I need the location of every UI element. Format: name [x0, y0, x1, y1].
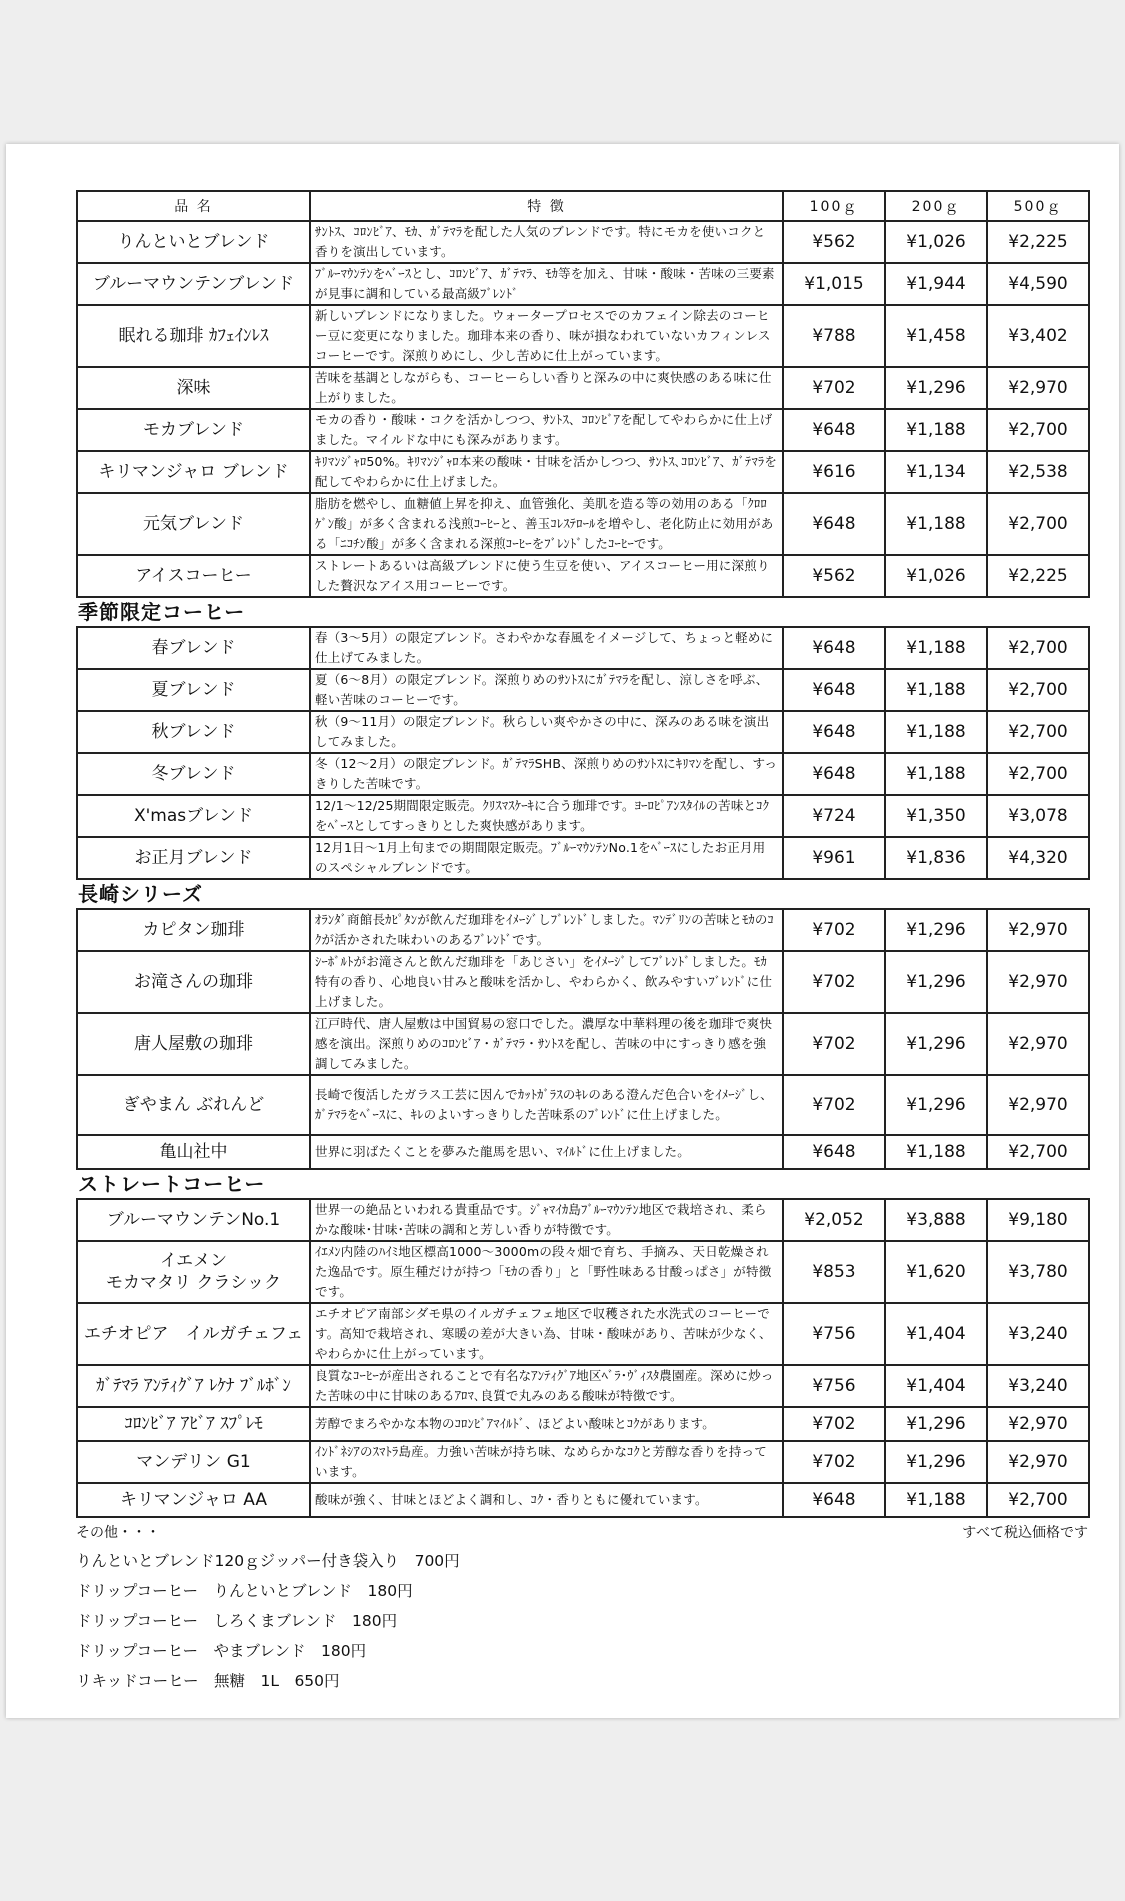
product-desc: ストレートあるいは高級ブレンドに使う生豆を使い、アイスコーヒー用に深煎りした贅沢なアイス用コーヒーです。: [310, 555, 783, 597]
table-row: [77, 1303, 1089, 1365]
menu-content: [76, 190, 1088, 1696]
price-100g: ¥961: [783, 837, 885, 879]
price-100g: ¥702: [783, 1013, 885, 1075]
table-row: [77, 837, 1089, 879]
product-name: キリマンジャロ ブレンド: [77, 451, 310, 493]
price-200g: ¥1,188: [885, 1135, 987, 1169]
table-row: [77, 951, 1089, 1013]
blends-body: [77, 221, 1089, 597]
product-desc: 脂肪を燃やし、血糖値上昇を抑え、血管強化、美肌を造る等の効用のある「ｸﾛﾛｹﾞﾝ酸」が多く含まれる浅煎ｺｰﾋｰと、善玉ｺﾚｽﾃﾛｰﾙを増やし、老化防止に効用がある「ﾆｺﾁﾝ酸」が多く含まれる深煎ｺｰﾋｰをﾌﾞﾚﾝﾄﾞしたｺｰﾋｰです。: [310, 493, 783, 555]
product-name: 亀山社中: [77, 1135, 310, 1169]
price-100g: ¥648: [783, 493, 885, 555]
product-desc: 世界に羽ばたくことを夢みた龍馬を思い、ﾏｲﾙﾄﾞに仕上げました。: [310, 1135, 783, 1169]
table-row: [77, 1075, 1089, 1135]
price-500g: ¥2,970: [987, 1075, 1089, 1135]
price-100g: ¥648: [783, 409, 885, 451]
table-row: [77, 367, 1089, 409]
product-name: キリマンジャロ AA: [77, 1483, 310, 1517]
table-row: [77, 711, 1089, 753]
table-row: [77, 669, 1089, 711]
price-500g: ¥2,970: [987, 367, 1089, 409]
product-desc: ﾌﾞﾙｰﾏｳﾝﾃﾝをﾍﾞｰｽとし、ｺﾛﾝﾋﾞｱ、ｶﾞﾃﾏﾗ、ﾓｶ等を加え、甘味・酸味・苦味の三要素が見事に調和している最高級ﾌﾞﾚﾝﾄﾞ: [310, 263, 783, 305]
price-500g: ¥2,970: [987, 909, 1089, 951]
product-name: カピタン珈琲: [77, 909, 310, 951]
price-200g: ¥1,296: [885, 1441, 987, 1483]
table-row: [77, 263, 1089, 305]
menu-sheet: [6, 144, 1119, 1718]
price-100g: ¥853: [783, 1241, 885, 1303]
product-desc: 長崎で復活したガラス工芸に因んでｶｯﾄｶﾞﾗｽのｷﾚのある澄んだ色合いをｲﾒｰｼﾞし、ｶﾞﾃﾏﾗをﾍﾞｰｽに、ｷﾚのよいすっきりした苦味系のﾌﾞﾚﾝﾄﾞに仕上げました。: [310, 1075, 783, 1135]
product-desc: ｲｴﾒﾝ内陸のﾊｲﾐ地区標高1000～3000mの段々畑で育ち、手摘み、天日乾燥された逸品です。原生種だけが持つ「ﾓｶの香り」と「野性味ある甘酸っぱさ」が特徴です。: [310, 1241, 783, 1303]
price-100g: ¥702: [783, 1075, 885, 1135]
price-200g: ¥1,296: [885, 951, 987, 1013]
price-100g: ¥648: [783, 627, 885, 669]
price-500g: ¥4,320: [987, 837, 1089, 879]
price-500g: ¥2,225: [987, 221, 1089, 263]
product-name: ｺﾛﾝﾋﾞｱ ｱﾋﾞｱ ｽﾌﾟﾚﾓ: [77, 1407, 310, 1441]
table-row: [77, 1013, 1089, 1075]
price-100g: ¥2,052: [783, 1199, 885, 1241]
price-500g: ¥2,970: [987, 1441, 1089, 1483]
price-100g: ¥702: [783, 951, 885, 1013]
product-name: モカブレンド: [77, 409, 310, 451]
price-200g: ¥1,188: [885, 627, 987, 669]
price-500g: ¥3,240: [987, 1303, 1089, 1365]
price-200g: ¥1,458: [885, 305, 987, 367]
table-row: [77, 753, 1089, 795]
price-200g: ¥1,296: [885, 367, 987, 409]
price-500g: ¥2,700: [987, 669, 1089, 711]
price-500g: ¥2,538: [987, 451, 1089, 493]
price-200g: ¥1,296: [885, 1407, 987, 1441]
table-row: [77, 1199, 1089, 1241]
product-desc: 芳醇でまろやかな本物のｺﾛﾝﾋﾞｱﾏｲﾙﾄﾞ、ほどよい酸味とｺｸがあります。: [310, 1407, 783, 1441]
price-500g: ¥2,700: [987, 493, 1089, 555]
table-row: [77, 1241, 1089, 1303]
price-200g: ¥1,188: [885, 1483, 987, 1517]
price-500g: ¥2,700: [987, 1135, 1089, 1169]
footer-row: [76, 1522, 1088, 1542]
price-200g: ¥3,888: [885, 1199, 987, 1241]
price-500g: ¥3,780: [987, 1241, 1089, 1303]
price-200g: ¥1,836: [885, 837, 987, 879]
table-row: [77, 909, 1089, 951]
product-name: お滝さんの珈琲: [77, 951, 310, 1013]
product-desc: 春（3～5月）の限定ブレンド。さわやかな春風をイメージして、ちょっと軽めに仕上げてみました。: [310, 627, 783, 669]
price-100g: ¥702: [783, 1407, 885, 1441]
table-row: [77, 795, 1089, 837]
price-500g: ¥3,078: [987, 795, 1089, 837]
price-500g: ¥2,700: [987, 409, 1089, 451]
product-name: ぎやまん ぶれんど: [77, 1075, 310, 1135]
section-title-straight: ストレートコーヒー: [78, 1172, 266, 1196]
price-200g: ¥1,404: [885, 1365, 987, 1407]
product-name: 夏ブレンド: [77, 669, 310, 711]
price-100g: ¥648: [783, 669, 885, 711]
list-item: ドリップコーヒー りんといとブレンド 180円: [76, 1582, 413, 1600]
table-row: [77, 627, 1089, 669]
tax-note: すべて税込価格です: [962, 1525, 1088, 1541]
nagasaki-table: [76, 908, 1090, 1170]
product-desc: ｲﾝﾄﾞﾈｼｱのｽﾏﾄﾗ島産。力強い苦味が持ち味、なめらかなｺｸと芳醇な香りを持っています。: [310, 1441, 783, 1483]
price-200g: ¥1,296: [885, 1013, 987, 1075]
price-500g: ¥2,700: [987, 753, 1089, 795]
product-desc: 良質なｺｰﾋｰが産出されることで有名なｱﾝﾃｨｸﾞｱ地区ﾍﾞﾗ･ｳﾞｨｽﾀ農園産。深めに炒った苦味の中に甘味のあるｱﾛﾏ､良質で丸みのある酸味が特徴です。: [310, 1365, 783, 1407]
product-name: アイスコーヒー: [77, 555, 310, 597]
seasonal-table: [76, 626, 1090, 880]
price-200g: ¥1,188: [885, 711, 987, 753]
list-item: リキッドコーヒー 無糖 1L 650円: [76, 1672, 340, 1690]
price-100g: ¥616: [783, 451, 885, 493]
price-200g: ¥1,026: [885, 555, 987, 597]
price-200g: ¥1,188: [885, 409, 987, 451]
product-name: イエメン モカマタリ クラシック: [77, 1241, 310, 1303]
price-100g: ¥788: [783, 305, 885, 367]
price-100g: ¥1,015: [783, 263, 885, 305]
price-100g: ¥648: [783, 1483, 885, 1517]
product-name: りんといとブレンド: [77, 221, 310, 263]
product-name: 春ブレンド: [77, 627, 310, 669]
table-row: [77, 555, 1089, 597]
price-500g: ¥2,700: [987, 627, 1089, 669]
table-row: [77, 1365, 1089, 1407]
product-desc: 夏（6～8月）の限定ブレンド。深煎りめのｻﾝﾄｽにｶﾞﾃﾏﾗを配し、涼しさを呼ぶ、軽い苦味のコーヒーです。: [310, 669, 783, 711]
header-500g: 500ｇ: [987, 191, 1089, 221]
price-100g: ¥562: [783, 555, 885, 597]
price-500g: ¥4,590: [987, 263, 1089, 305]
price-200g: ¥1,620: [885, 1241, 987, 1303]
product-name: 冬ブレンド: [77, 753, 310, 795]
others-label: その他・・・: [76, 1525, 160, 1541]
price-500g: ¥2,700: [987, 711, 1089, 753]
price-100g: ¥756: [783, 1365, 885, 1407]
table-row: [77, 1135, 1089, 1169]
table-row: [77, 1483, 1089, 1517]
product-name: お正月ブレンド: [77, 837, 310, 879]
price-100g: ¥648: [783, 753, 885, 795]
table-row: [77, 1441, 1089, 1483]
table-row: [77, 221, 1089, 263]
price-100g: ¥702: [783, 909, 885, 951]
price-100g: ¥648: [783, 711, 885, 753]
price-200g: ¥1,188: [885, 669, 987, 711]
price-200g: ¥1,296: [885, 1075, 987, 1135]
price-200g: ¥1,026: [885, 221, 987, 263]
product-name: ブルーマウンテンNo.1: [77, 1199, 310, 1241]
product-desc: 江戸時代、唐人屋敷は中国貿易の窓口でした。濃厚な中華料理の後を珈琲で爽快感を演出。深煎りめのｺﾛﾝﾋﾞｱ・ｶﾞﾃﾏﾗ・ｻﾝﾄｽを配し、苦味の中にすっきり感を強調してみました。: [310, 1013, 783, 1075]
product-desc: 12月1日～1月上旬までの期間限定販売。ﾌﾞﾙｰﾏｳﾝﾃﾝNo.1をﾍﾞｰｽにしたお正月用のスペシャルブレンドです。: [310, 837, 783, 879]
section-title-seasonal: 季節限定コーヒー: [78, 600, 246, 624]
product-name: 唐人屋敷の珈琲: [77, 1013, 310, 1075]
product-desc: 12/1～12/25期間限定販売。ｸﾘｽﾏｽｹｰｷに合う珈琲です。ﾖｰﾛﾋﾟｱﾝｽﾀｲﾙの苦味とｺｸをﾍﾞｰｽとしてすっきりとした爽快感があります。: [310, 795, 783, 837]
product-name: ブルーマウンテンブレンド: [77, 263, 310, 305]
product-desc: エチオピア南部シダモ県のイルガチェフェ地区で収穫された水洗式のコーヒーです。高知で栽培され、寒暖の差が大きい為、甘味・酸味があり、苦味が少なく、やわらかに仕上がっています。: [310, 1303, 783, 1365]
product-desc: ｷﾘﾏﾝｼﾞｬﾛ50%。ｷﾘﾏﾝｼﾞｬﾛ本来の酸味・甘味を活かしつつ、ｻﾝﾄｽ､ｺﾛﾝﾋﾞｱ、ｶﾞﾃﾏﾗを配してやわらかに仕上げました。: [310, 451, 783, 493]
product-name: 眠れる珈琲 ｶﾌｪｲﾝﾚｽ: [77, 305, 310, 367]
price-500g: ¥9,180: [987, 1199, 1089, 1241]
list-item: ドリップコーヒー しろくまブレンド 180円: [76, 1612, 398, 1630]
price-200g: ¥1,188: [885, 753, 987, 795]
price-100g: ¥648: [783, 1135, 885, 1169]
table-row: [77, 493, 1089, 555]
price-500g: ¥2,970: [987, 951, 1089, 1013]
price-500g: ¥2,970: [987, 1013, 1089, 1075]
product-desc: 冬（12～2月）の限定ブレンド。ｶﾞﾃﾏﾗSHB、深煎りめのｻﾝﾄｽにｷﾘﾏﾝを配し、すっきりした苦味です。: [310, 753, 783, 795]
price-500g: ¥2,700: [987, 1483, 1089, 1517]
product-desc: モカの香り・酸味・コクを活かしつつ、ｻﾝﾄｽ、ｺﾛﾝﾋﾞｱを配してやわらかに仕上げました。マイルドな中にも深みがあります。: [310, 409, 783, 451]
product-name: 元気ブレンド: [77, 493, 310, 555]
product-desc: 新しいブレンドになりました。ウォータープロセスでのカフェイン除去のコーヒー豆に変更になりました。珈琲本来の香り、味が損なわれていないカフィンレスコーヒーです。深煎りめにし、少し苦めに仕上がっています。: [310, 305, 783, 367]
product-name: 深味: [77, 367, 310, 409]
table-header-row: [77, 191, 1089, 221]
product-desc: ｼｰﾎﾞﾙﾄがお滝さんと飲んだ珈琲を「あじさい」をｲﾒｰｼﾞしてﾌﾞﾚﾝﾄﾞしました。ﾓｶ特有の香り、心地良い甘みと酸味を活かし、やわらかく、飲みやすいﾌﾞﾚﾝﾄﾞに仕上げました。: [310, 951, 783, 1013]
table-row: [77, 1407, 1089, 1441]
price-200g: ¥1,296: [885, 909, 987, 951]
product-desc: ｵﾗﾝﾀﾞ商館長ｶﾋﾟﾀﾝが飲んだ珈琲をｲﾒｰｼﾞしﾌﾞﾚﾝﾄﾞしました。ﾏﾝﾃﾞﾘﾝの苦味とﾓｶのｺｸが活かされた味わいのあるﾌﾞﾚﾝﾄﾞです。: [310, 909, 783, 951]
table-row: [77, 409, 1089, 451]
price-200g: ¥1,188: [885, 493, 987, 555]
header-desc: 特 徴: [310, 191, 783, 221]
product-desc: 世界一の絶品といわれる貴重品です。ｼﾞｬﾏｲｶ島ﾌﾞﾙｰﾏｳﾝﾃﾝ地区で栽培され、柔らかな酸味･甘味･苦味の調和と芳しい香りが特徴です。: [310, 1199, 783, 1241]
price-500g: ¥2,970: [987, 1407, 1089, 1441]
price-100g: ¥756: [783, 1303, 885, 1365]
list-item: ドリップコーヒー やまブレンド 180円: [76, 1642, 367, 1660]
price-200g: ¥1,944: [885, 263, 987, 305]
price-100g: ¥562: [783, 221, 885, 263]
price-200g: ¥1,134: [885, 451, 987, 493]
header-100g: 100ｇ: [783, 191, 885, 221]
product-desc: 酸味が強く、甘味とほどよく調和し、ｺｸ・香りともに優れています。: [310, 1483, 783, 1517]
table-row: [77, 451, 1089, 493]
blend-table: [76, 190, 1090, 598]
price-500g: ¥3,402: [987, 305, 1089, 367]
price-200g: ¥1,404: [885, 1303, 987, 1365]
section-title-nagasaki: 長崎シリーズ: [78, 882, 203, 906]
product-name: マンデリン G1: [77, 1441, 310, 1483]
price-100g: ¥724: [783, 795, 885, 837]
product-name: X'masブレンド: [77, 795, 310, 837]
header-200g: 200ｇ: [885, 191, 987, 221]
header-name: 品 名: [77, 191, 310, 221]
price-500g: ¥3,240: [987, 1365, 1089, 1407]
others-list: [76, 1546, 1088, 1696]
price-100g: ¥702: [783, 1441, 885, 1483]
product-name: 秋ブレンド: [77, 711, 310, 753]
straight-table: [76, 1198, 1090, 1518]
table-row: [77, 305, 1089, 367]
price-100g: ¥702: [783, 367, 885, 409]
product-desc: 苦味を基調としながらも、コーヒーらしい香りと深みの中に爽快感のある味に仕上がりました。: [310, 367, 783, 409]
product-name: ｶﾞﾃﾏﾗ ｱﾝﾃｨｸﾞｱ ﾚｹﾅ ﾌﾞﾙﾎﾞﾝ: [77, 1365, 310, 1407]
price-200g: ¥1,350: [885, 795, 987, 837]
product-desc: 秋（9～11月）の限定ブレンド。秋らしい爽やかさの中に、深みのある味を演出してみました。: [310, 711, 783, 753]
product-desc: ｻﾝﾄｽ、ｺﾛﾝﾋﾞｱ、ﾓｶ、ｶﾞﾃﾏﾗを配した人気のブレンドです。特にモカを使いコクと香りを演出しています。: [310, 221, 783, 263]
list-item: りんといとブレンド120ｇジッパー付き袋入り 700円: [76, 1552, 460, 1570]
product-name: エチオピア イルガチェフェ: [77, 1303, 310, 1365]
price-500g: ¥2,225: [987, 555, 1089, 597]
